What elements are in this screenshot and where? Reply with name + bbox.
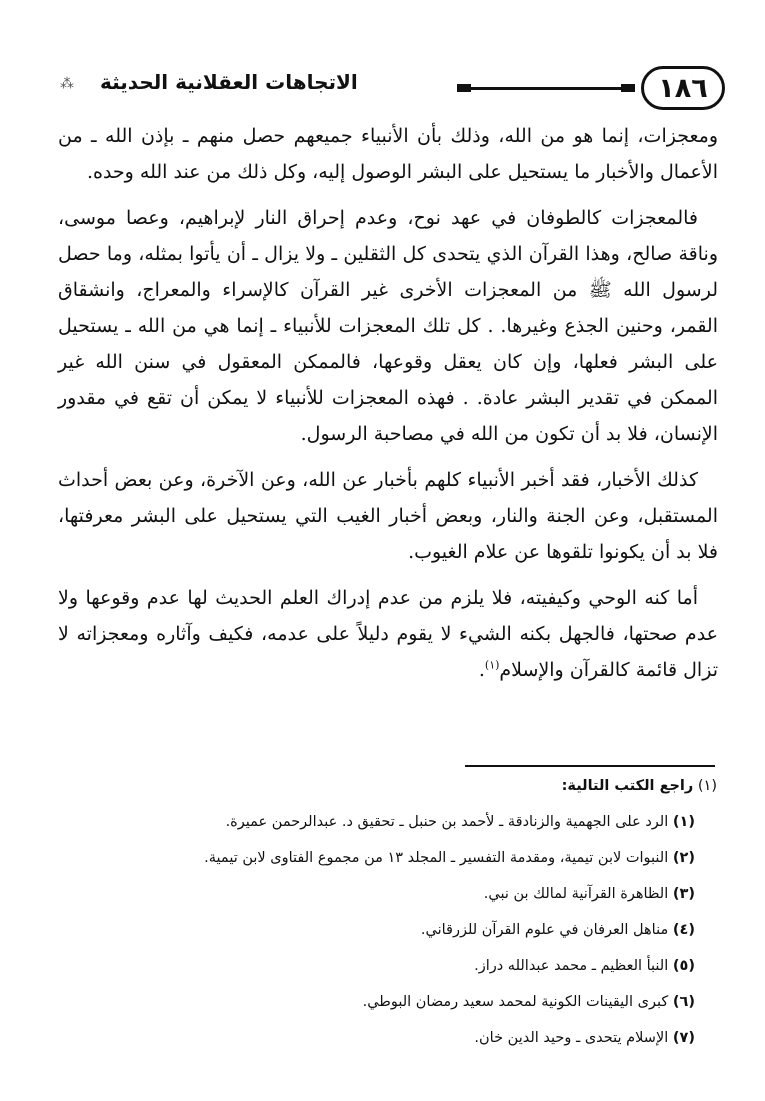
ornament-icon: ⁂ <box>60 76 74 92</box>
footnote-item <box>77 840 695 876</box>
main-text <box>58 118 718 698</box>
running-title: الاتجاهات العقلانية الحديثة <box>100 70 358 94</box>
header-rule-thin <box>471 87 621 90</box>
footnote-item-number: (٢) <box>672 850 695 866</box>
footnote-item-number: (٧) <box>672 1030 695 1046</box>
footnote-item-text: الرد على الجهمية والزنادقة ـ لأحمد بن حنبل ـ تحقيق د. عبدالرحمن عميرة. <box>225 814 669 830</box>
footnote-item-number: (١) <box>672 814 695 830</box>
footnote-item <box>77 876 695 912</box>
footnote-item-number: (٥) <box>672 958 695 974</box>
paragraph-4-end: . <box>478 659 485 681</box>
paragraph-1: ومعجزات، إنما هو من الله، وذلك بأن الأنبياء جميعهم حصل منهم ـ بإذن الله ـ من الأعمال والأخبار ما يستحيل على البشر الوصول إليه، وكل ذلك من عند الله وحده. <box>58 125 718 183</box>
footnote-separator <box>465 765 715 767</box>
paragraph-2: فالمعجزات كالطوفان في عهد نوح، وعدم إحراق النار لإبراهيم، وعصا موسى، وناقة صالح، وهذا القرآن الذي يتحدى كل الثقلين ـ ولا يزال ـ أن يأتوا بمثله، وما حصل لرسول الله ﷺ من المعجزات الأخرى غير القرآن كالإسراء والمعراج، وانشقاق القمر، وحنين الجذع وغيرها. . كل تلك المعجزات للأنبياء ـ إنما هي من الله ـ يستحيل على البشر فعلها، وإن كان يعقل وقوعها، فالممكن المعقول في سنن الله غير الممكن في تقدير البشر عادة. . فهذه المعجزات للأنبياء لا يمكن أن تقع في مقدور الإنسان، فلا بد أن تكون من الله في مصاحبة الرسول. <box>58 207 718 445</box>
footnote-item-number: (٦) <box>672 994 695 1010</box>
footnote-item <box>77 1020 695 1056</box>
page-number: ١٨٦ <box>641 66 725 110</box>
header-rule-right <box>621 84 635 92</box>
footnote-heading-number: (١) <box>697 778 717 794</box>
footnote-item-number: (٣) <box>672 886 695 902</box>
footnote-heading <box>77 768 717 804</box>
paragraph-3: كذلك الأخبار، فقد أخبر الأنبياء كلهم بأخبار عن الله، وعن الآخرة، وعن بعض أحداث المستقبل، وعن الجنة والنار، وبعض أخبار الغيب التي يستحيل على البشر معرفتها، فلا بد أن يكونوا تلقوها عن علام الغيوب. <box>58 469 718 563</box>
footnote-item-text: النبأ العظيم ـ محمد عبدالله دراز. <box>474 958 669 974</box>
footnote-item-text: الإسلام يتحدى ـ وحيد الدين خان. <box>474 1030 669 1046</box>
footnote-heading-text: راجع الكتب التالية: <box>561 778 694 794</box>
paragraph-4 <box>58 580 718 688</box>
footnotes <box>77 768 717 1056</box>
footnote-item-text: النبوات لابن تيمية، ومقدمة التفسير ـ المجلد ١٣ من مجموع الفتاوى لابن تيمية. <box>204 850 669 866</box>
footnote-item <box>77 804 695 840</box>
header-rule-mid <box>457 84 471 92</box>
footnote-item <box>77 912 695 948</box>
page-header <box>60 66 725 114</box>
footnote-reference[interactable]: (١) <box>484 658 500 672</box>
footnote-item-text: مناهل العرفان في علوم القرآن للزرقاني. <box>420 922 669 938</box>
footnote-item-text: كبرى اليقينات الكونية لمحمد سعيد رمضان البوطي. <box>362 994 669 1010</box>
paragraph-4-text: أما كنه الوحي وكيفيته، فلا يلزم من عدم إدراك العلم الحديث لها عدم وقوعها ولا عدم صحتها، فالجهل بكنه الشيء لا يقوم دليلاً على عدمه، فكيف وآثاره ومعجزاته لا تزال قائمة كالقرآن والإسلام <box>58 587 718 681</box>
footnote-item-number: (٤) <box>672 922 695 938</box>
footnote-item <box>77 948 695 984</box>
footnote-item <box>77 984 695 1020</box>
footnote-item-text: الظاهرة القرآنية لمالك بن نبي. <box>483 886 669 902</box>
